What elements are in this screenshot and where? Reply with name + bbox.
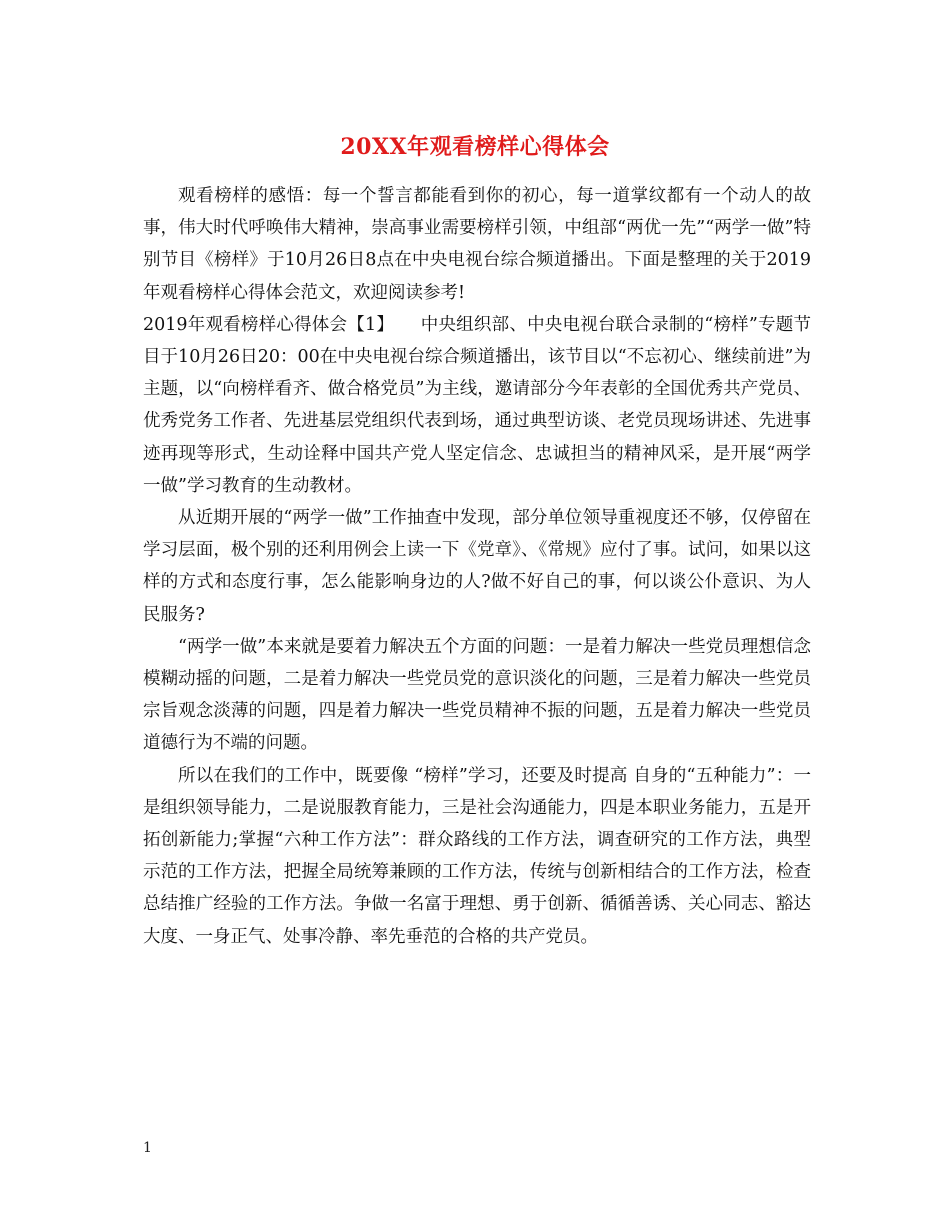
document-title: 20XX年观看榜样心得体会 — [340, 134, 610, 160]
paragraph-five-problems: “两学一做”本来就是要着力解决五个方面的问题：一是着力解决一些党员理想信念模糊动摇的问题，二是着力解决一些党员党的意识淡化的问题，三是着力解决一些党员宗旨观念淡薄的问题，四是着力解决一些党员精神不振的问题，五是着力解决一些党员道德行为不端的问题。 — [143, 636, 811, 754]
paragraph-inspection: 从近期开展的“两学一做”工作抽查中发现，部分单位领导重视度还不够，仅停留在学习层面，极个别的还利用例会上读一下《党章》、《常规》应付了事。试问，如果以这样的方式和态度行事，怎么能影响身边的人?做不好自己的事，何以谈公仆意识、为人民服务? — [143, 508, 811, 625]
document-body — [143, 180, 811, 953]
page-number: 1 — [143, 1140, 152, 1156]
paragraph-section-1: 2019年观看榜样心得体会【1】 中央组织部、中央电视台联合录制的“榜样”专题节目于10月26日20：00在中央电视台综合频道播出，该节目以“不忘初心、继续前进”为主题，以“向榜样看齐、做合格党员”为主线，邀请部分今年表彰的全国优秀共产党员、优秀党务工作者、先进基层党组织代表到场，通过典型访谈、老党员现场讲述、先进事迹再现等形式，生动诠释中国共产党人坚定信念、忠诚担当的精神风采，是开展“两学一做”学习教育的生动教材。 — [143, 314, 811, 496]
paragraph-intro: 观看榜样的感悟：每一个誓言都能看到你的初心，每一道掌纹都有一个动人的故事，伟大时代呼唤伟大精神，崇高事业需要榜样引领，中组部“两优一先”“两学一做”特别节目《榜样》于10月26日8点在中央电视台综合频道播出。下面是整理的关于2019年观看榜样心得体会范文，欢迎阅读参考! — [143, 186, 811, 303]
paragraph-abilities: 所以在我们的工作中，既要像 “榜样”学习，还要及时提高 自身的“五种能力”：一是组织领导能力，二是说服教育能力，三是社会沟通能力，四是本职业务能力，五是开拓创新能力;掌握“六种工作方法”：群众路线的工作方法，调查研究的工作方法，典型示范的工作方法，把握全局统筹兼顾的工作方法，传统与创新相结合的工作方法，检查总结推广经验的工作方法。争做一名富于理想、勇于创新、循循善诱、关心同志、豁达大度、一身正气、处事冷静、率先垂范的合格的共产党员。 — [143, 765, 811, 947]
